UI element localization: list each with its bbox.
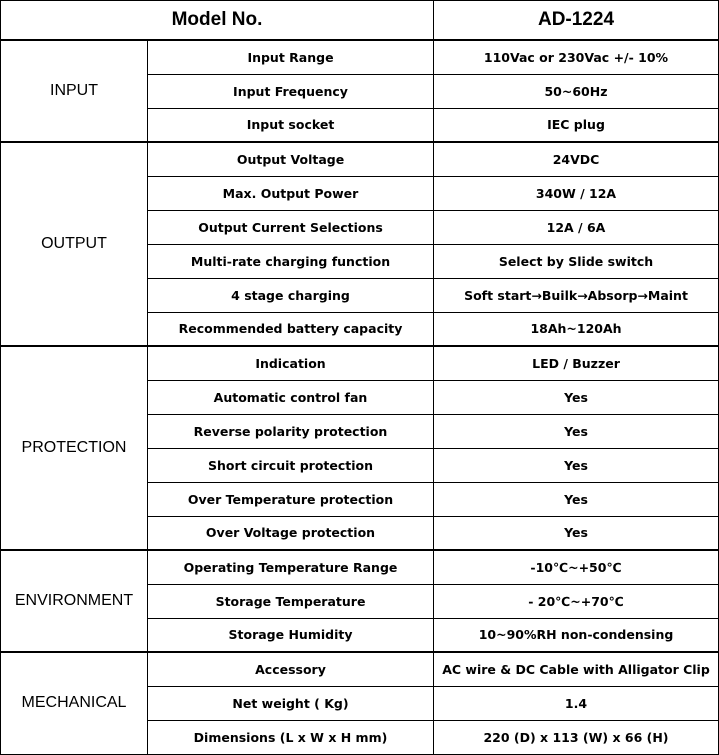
spec-item-value: LED / Buzzer [434, 346, 719, 380]
spec-item-value: Select by Slide switch [434, 244, 719, 278]
section-label-output: OUTPUT [1, 142, 148, 346]
section-label-mechanical: MECHANICAL [1, 652, 148, 754]
spec-item-value: Yes [434, 380, 719, 414]
spec-item-label: Storage Temperature [148, 584, 434, 618]
spec-item-label: Net weight ( Kg) [148, 686, 434, 720]
spec-item-value: IEC plug [434, 108, 719, 142]
spec-item-label: Input Frequency [148, 74, 434, 108]
spec-item-value: 1.4 [434, 686, 719, 720]
spec-item-label: Recommended battery capacity [148, 312, 434, 346]
spec-item-label: Indication [148, 346, 434, 380]
table-row [1, 40, 719, 74]
spec-item-label: Input Range [148, 40, 434, 74]
model-value: AD-1224 [434, 1, 719, 41]
spec-item-value: 340W / 12A [434, 176, 719, 210]
spec-item-label: Output Voltage [148, 142, 434, 176]
section-label-protection: PROTECTION [1, 346, 148, 550]
section-label-input: INPUT [1, 40, 148, 142]
spec-item-value: -10℃~+50℃ [434, 550, 719, 584]
spec-item-label: Over Voltage protection [148, 516, 434, 550]
spec-item-label: Automatic control fan [148, 380, 434, 414]
spec-item-label: Storage Humidity [148, 618, 434, 652]
spec-item-label: Reverse polarity protection [148, 414, 434, 448]
spec-item-value: 24VDC [434, 142, 719, 176]
spec-item-label: Accessory [148, 652, 434, 686]
table-row [1, 346, 719, 380]
spec-item-value: Soft start→Builk→Absorp→Maint [434, 278, 719, 312]
spec-item-value: 12A / 6A [434, 210, 719, 244]
table-row [1, 142, 719, 176]
spec-item-label: Over Temperature protection [148, 482, 434, 516]
spec-item-label: Short circuit protection [148, 448, 434, 482]
table-row [1, 652, 719, 686]
spec-item-value: Yes [434, 516, 719, 550]
spec-item-label: Multi-rate charging function [148, 244, 434, 278]
spec-item-value: - 20℃~+70℃ [434, 584, 719, 618]
spec-item-value: Yes [434, 482, 719, 516]
spec-item-value: 18Ah~120Ah [434, 312, 719, 346]
spec-item-label: Max. Output Power [148, 176, 434, 210]
spec-item-value: 220 (D) x 113 (W) x 66 (H) [434, 720, 719, 754]
spec-body [1, 40, 719, 754]
spec-item-label: Dimensions (L x W x H mm) [148, 720, 434, 754]
spec-item-value: Yes [434, 414, 719, 448]
spec-item-value: 10~90%RH non-condensing [434, 618, 719, 652]
spec-item-value: AC wire & DC Cable with Alligator Clip [434, 652, 719, 686]
header-row [1, 1, 719, 41]
spec-item-value: Yes [434, 448, 719, 482]
spec-item-label: Input socket [148, 108, 434, 142]
table-row [1, 550, 719, 584]
spec-item-value: 110Vac or 230Vac +/- 10% [434, 40, 719, 74]
spec-item-label: Operating Temperature Range [148, 550, 434, 584]
spec-item-value: 50~60Hz [434, 74, 719, 108]
spec-item-label: 4 stage charging [148, 278, 434, 312]
section-label-environment: ENVIRONMENT [1, 550, 148, 652]
spec-item-label: Output Current Selections [148, 210, 434, 244]
model-label: Model No. [1, 1, 434, 41]
